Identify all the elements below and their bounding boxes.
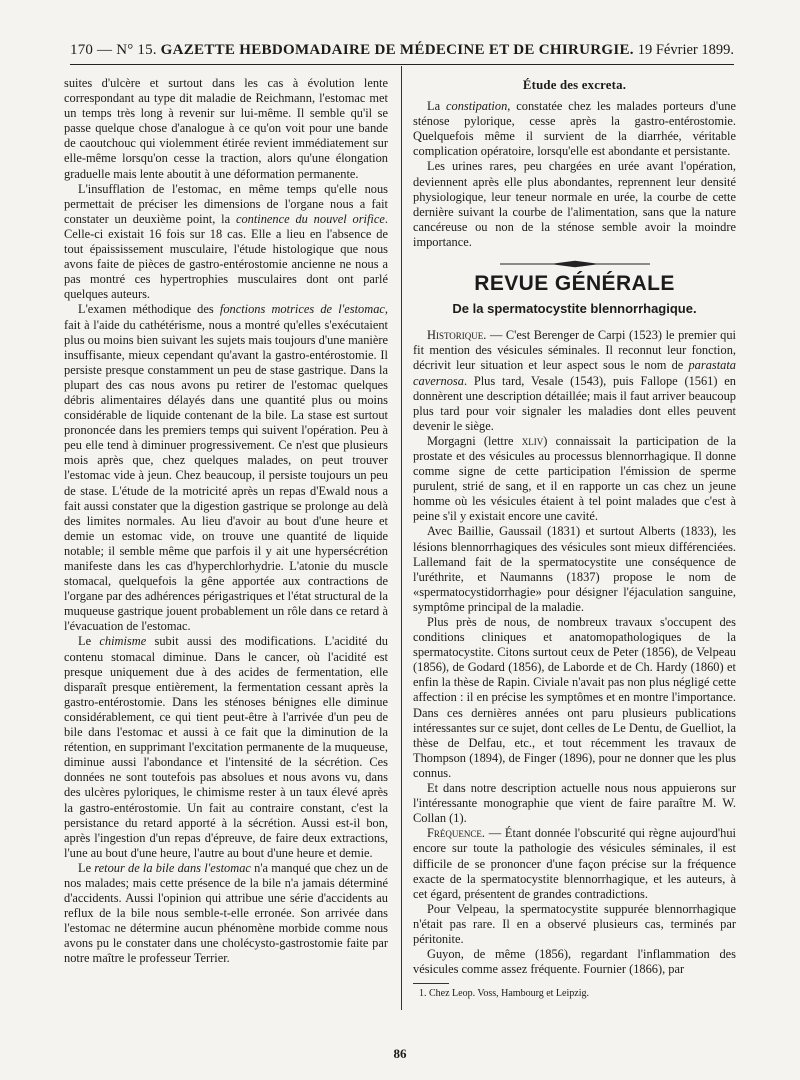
paragraph-constipation: La constipation, constatée chez les malades porteurs d'une sténose pylorique, cesse après la gastro-entérostomie. Quelquefois même il survient de la diarrhée, véritable complication opératoire, lorsqu'elle est abondante et persistante. (413, 99, 736, 159)
paragraph-motor-functions: L'examen méthodique des fonctions motrices de l'estomac, fait à l'aide du cathétérisme, nous a montré qu'elles s'exécutaient plus ou moins bien suivant les sujets mais toujours d'une manière insuffisante, mieux cependant qu'avant la gastro-entérostomie. Il persiste presque constamment un peu de stase gastrique. Dans la plupart des cas nous avons pu retirer de l'estomac quelques débris alimentaires délayés dans une quantité plus ou moins considérable de liquide contenant de la bile. La stase est surtout prononcée dans les premiers temps qui suivent l'opération. Peu à peu elle tend à diminuer progressivement. Ce n'est que plusieurs mois après que, chez quelques malades, on peut trouver l'estomac vide à jeun. Chez beaucoup, il persiste toujours un peu de stase. L'étude de la motricité après un repas d'Ewald nous a fait aussi constater que la digestion gastrique se prolonge au delà des limites normales. Au lieu d'avoir au bout d'une heure et demie un estomac vide, on trouve une quantité de liquide notable; il semble même que parfois il y ait une hypersécrétion manifeste dans les cas d'hyperchlorhydrie. L'atonie du muscle stomacal, quelquefois la gêne apportée aux contractions de l'organe par des adhérences périgastriques et l'état structural de la muqueuse gastrique jouent probablement un rôle dans ce retard à l'évacuation de l'estomac. (64, 302, 388, 634)
paragraph-recent-works: Plus près de nous, de nombreux travaux s'occupent des conditions cliniques et anatomopathologiques de la spermatocystite. Citons surtout ceux de Peter (1856), de Velpeau (1856), de Godard (1856), de Laborde et de Ch. Hardy (1860) et enfin la thèse de Rapin. Civiale n'avait pas non plus négligé cette affection : il en précise les symptômes et en montre l'importance. Dans ces dernières années ont paru plusieurs publications intéressantes sur ce sujet, dont celles de Le Dentu, de Guelliot, la thèse de Delfau, etc., et tout récemment les travaux de Thompson (1894), de Finger (1896), pour ne donner que les plus connus. (413, 615, 736, 780)
paragraph-urine: Les urines rares, peu chargées en urée avant l'opération, deviennent après elle plus abondantes, reprennent leur densité physiologique, leur teneur normale en urée, la courbe de cette dernière suivant la courbe de l'alimentation, sans que la nature cancéreuse ou non de la sténose semble avoir la moindre importance. (413, 159, 736, 249)
header-issue: 170 — N° 15. (70, 41, 157, 58)
paragraph-frequence: Fréquence. — Étant donnée l'obscurité qui règne aujourd'hui encore sur toute la pathologie des vésicules séminales, il est difficile de se prononcer d'une façon précise sur la fréquence exacte de la spermatocystite blennorrhagique, et les auteurs, à cet égard, présentent de grandes contradictions. (413, 826, 736, 901)
paragraph-guyon: Guyon, de même (1856), regardant l'inflammation des vésicules comme assez fréquente. Fournier (1866), par (413, 947, 736, 977)
paragraph-insufflation: L'insufflation de l'estomac, en même temps qu'elle nous permettait de préciser les dimensions de l'organe nous a fait constater un deuxième point, la continence du nouvel orifice. Celle-ci existait 16 fois sur 18 cas. Elle a lieu en l'absence de tout épaississement musculaire, l'étude histologique que nous avons faite de pièces de gastro-entérostomie ancienne ne nous a pas montré ces hypertrophies musculaires dont ont parlé quelques auteurs. (64, 181, 388, 302)
section-ornament (500, 260, 650, 268)
paragraph-velpeau: Pour Velpeau, la spermatocystite suppurée blennorrhagique n'était pas rare. Il en a observé plusieurs cas, terminés par péritonite. (413, 901, 736, 946)
footnote-rule (413, 983, 449, 984)
left-column (64, 76, 388, 967)
column-divider (401, 66, 402, 1010)
footnote: 1. Chez Leop. Voss, Hambourg et Leipzig. (419, 988, 589, 1000)
paragraph-ulcer: suites d'ulcère et surtout dans les cas à évolution lente correspondant au type dit maladie de Reichmann, l'estomac met un temps très long à revenir sur lui-même. Il semble qu'il se passe quelque chose d'analogue à ce qu'on voit pour une bande de caoutchouc qui violemment étirée revient immédiatement sur elle-même lorsqu'on cesse la traction, alors qu'une élongation graduelle mais lente aboutit à une déformation permanente. (64, 76, 388, 181)
subheading-excreta: Étude des excreta. (522, 78, 627, 92)
header-journal-title: GAZETTE HEBDOMADAIRE DE MÉDECINE ET DE CHIRURGIE. (160, 41, 634, 58)
paragraph-morgagni: Morgagni (lettre xliv) connaissait la participation de la prostate et des vésicules au processus blennorrhagique. Il donne comme signe de cette participation l'émission de sperme purulent, strié de sang, et il en rapporte un cas chez un jeune homme où les vésicules étaient à tel point malades que c'est à peine s'il y existait encore une cavité. (413, 433, 736, 524)
paragraph-historique: Historique. — C'est Berenger de Carpi (1523) le premier qui fit mention des vésicules séminales. Il reconnut leur fonction, décrivit leur situation et leur aspect sous le nom de parastata cavernosa. Plus tard, Vesale (1543), puis Fallope (1561) en donnèrent une description détaillée; mais il faut arriver beaucoup plus tard pour voir signaler les maladies dont elles peuvent devenir le siège. (413, 328, 736, 433)
paragraph-chemistry: Le chimisme subit aussi des modifications. L'acidité du contenu stomacal diminue. Dans le cancer, où l'acidité est presque uniquement due à des acides de fermentation, elle disparaît presque entièrement, la fermentation cessant après la gastro-entérostomie. Dans les sténoses bénignes elle diminue considérablement, ce qui tient peut-être à l'arrivée d'un peu de bile dans l'estomac et aussi à ce fait que la diminution de la rétention, en supprimant l'excitation permanente de la muqueuse, diminue aussi l'abondance et l'intensité de la sécrétion. Ces données ne sont toutefois pas absolues et nous avons vu, dans des ulcères pyloriques, le chimisme rester à un taux élevé après la gastro-entérostomie. Un fait au contraire constant, c'est la persistance du retard apporté à la sécrétion. Aussi est-il bon, après l'ingestion d'un repas d'épreuve, de faire deux extractions, l'une au bout d'une heure, l'autre au bout d'une heure et demie. (64, 634, 389, 860)
right-column (413, 76, 736, 1000)
paragraph-bile-return: Le retour de la bile dans l'estomac n'a manqué que chez un de nos malades; mais cette présence de la bile n'a jamais déterminé d'accidents. Aussi l'opinion qui attribue une série d'accidents au reflux de la bile nous semble-t-elle erronée. Son arrivée dans l'estomac ne détermine aucun phénomène morbide comme nous avons pu le constater dans une cholécysto-gastrostomie faite par notre maître le professeur Terrier. (64, 860, 389, 966)
page-number: 86 (393, 1046, 407, 1061)
paragraph-baillie: Avec Baillie, Gaussail (1831) et surtout Alberts (1833), les lésions blennorrhagiques des vésicules sont mieux différenciées. Lallemand fait de la spermatocystite une conséquence de l'uréthrite, et Naumanns (1837) propose le nom de «spermatocystidorrhagie» pour désigner l'éjaculation sanguine, symptôme principal de la maladie. (413, 524, 736, 614)
running-header (70, 36, 734, 65)
article-title: De la spermatocystite blennorrhagique. (452, 301, 697, 317)
section-title: REVUE GÉNÉRALE (474, 272, 675, 296)
header-date: 19 Février 1899. (637, 41, 734, 58)
paragraph-description: Et dans notre description actuelle nous nous appuierons sur l'intéressante monographie que vient de faire paraître M. W. Collan (1). (413, 781, 736, 826)
